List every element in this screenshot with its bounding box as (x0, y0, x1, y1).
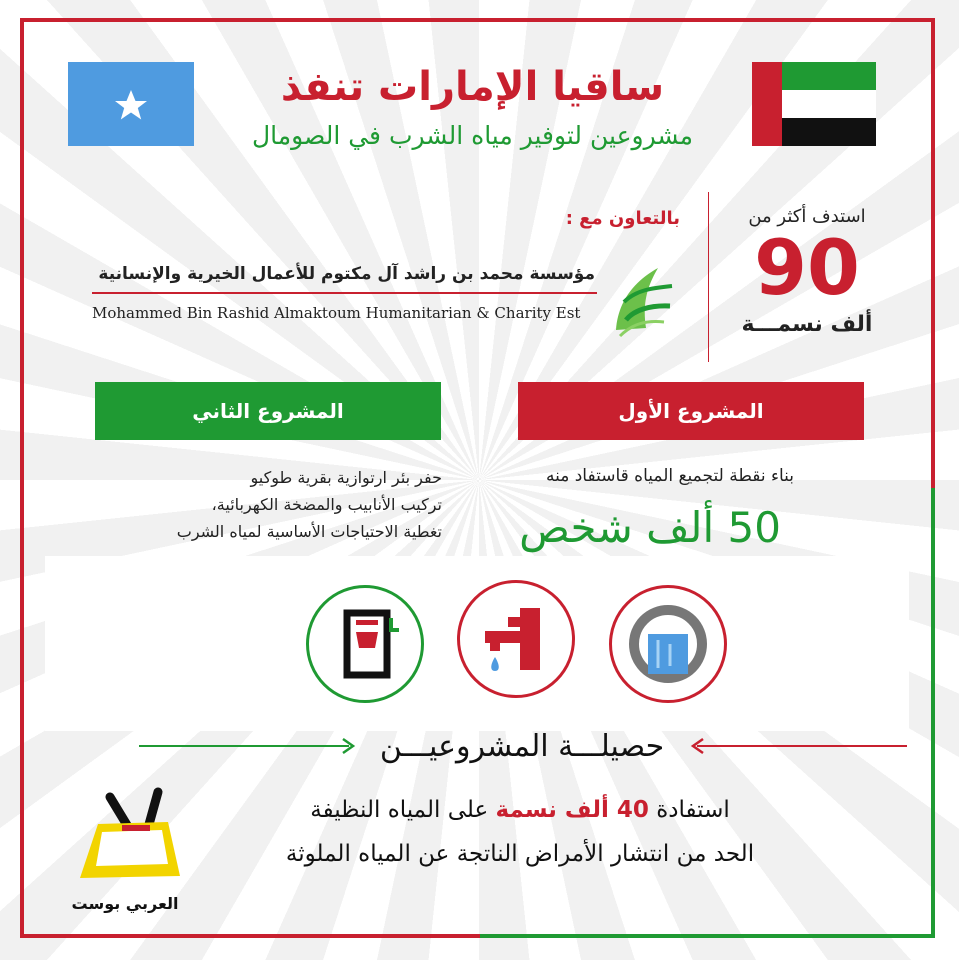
target-suffix: ألف نسمـــة (741, 312, 873, 337)
alarabi-logo (50, 782, 200, 922)
partner-name-ar: مؤسسة محمد بن راشد آل مكتوم للأعمال الخيرية والإنسانية (98, 264, 595, 284)
outcome-line-1 (160, 792, 880, 828)
right-arrow-line (697, 745, 907, 747)
frame-bottom-red-line (20, 934, 480, 938)
frame-left-line (20, 18, 24, 938)
partner-label: بالتعاون مع : (565, 208, 680, 229)
left-arrow-line (139, 745, 349, 747)
tank-circle (609, 585, 727, 703)
target-prefix: استدف أكثر من (748, 206, 866, 227)
page-subtitle: مشروعين لتوفير مياه الشرب في الصومال (251, 121, 694, 150)
project-two-title: المشروع الثاني (192, 399, 344, 423)
frame-top-line (20, 18, 935, 22)
project-two-line: حفر بئر ارتوازية بقرية طوكيو (250, 468, 442, 487)
target-number: 90 (754, 223, 860, 312)
water-tank-icon (612, 588, 724, 700)
star-icon (68, 62, 194, 146)
well-circle (306, 585, 424, 703)
project-one-desc: بناء نقطة لتجميع المياه قاستفاد منه (545, 466, 795, 486)
logo-text: العربي بوست (71, 894, 179, 913)
project-one-title: المشروع الأول (618, 399, 764, 423)
frame-right-green-line (931, 488, 935, 938)
project-one-bar (518, 382, 864, 440)
outcome-line-2: الحد من انتشار الأمراض الناتجة عن المياه الملوثة (285, 841, 755, 867)
outcome-line-1-post: على المياه النظيفة (310, 797, 489, 823)
project-one-highlight: 50 ألف شخص (519, 503, 781, 552)
project-two-bar (95, 382, 441, 440)
outcome-line-1-highlight: 40 ألف نسمة (495, 797, 649, 823)
project-two-line: تغطية الاحتياجات الأساسية لمياه الشرب (176, 522, 442, 541)
project-two-line: تركيب الأنابيب والمضخة الكهربائية، (211, 495, 442, 514)
foundation-logo-icon (606, 250, 678, 342)
partner-name-en: Mohammed Bin Rashid Almaktoum Humanitarian & Charity Est (92, 304, 581, 322)
divider (708, 192, 709, 362)
outcome-heading: حصيلـــة المشروعيـــن (379, 729, 665, 764)
tv-logo-icon (50, 782, 200, 892)
arrow-left-icon (688, 737, 706, 755)
well-bucket-icon (309, 588, 421, 700)
frame-right-red-line (931, 18, 935, 488)
outcome-line-1-pre: استفادة (656, 797, 730, 823)
page-title: ساقيا الإمارات تنفذ (280, 64, 665, 110)
uae-flag (752, 62, 876, 146)
project-two-list (60, 464, 442, 545)
partner-underline (92, 292, 597, 294)
water-tap-icon (460, 583, 572, 695)
somalia-flag (68, 62, 194, 146)
frame-bottom-green-line (480, 934, 935, 938)
arrow-right-icon (340, 737, 358, 755)
tap-circle (457, 580, 575, 698)
